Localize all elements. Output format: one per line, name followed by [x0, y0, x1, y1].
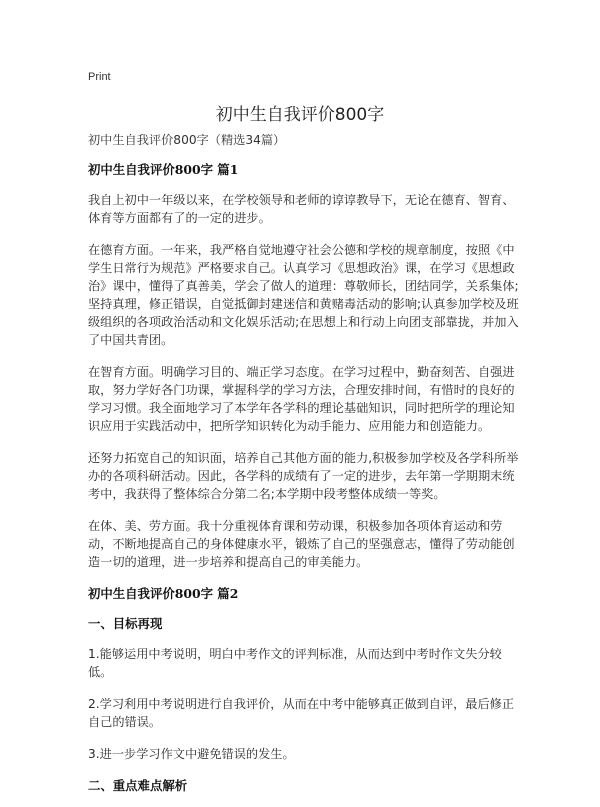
- list-item: 2.学习利用中考说明进行自我评价，从而在中考中能够真正做到自评，最后修正自己的错误。: [88, 697, 515, 729]
- section-heading-1: 初中生自我评价800字 篇1: [88, 162, 239, 177]
- sub-heading-key-points: 二、重点难点解析: [88, 778, 188, 793]
- list-item: 1.能够运用中考说明，明白中考作文的评判标准，从而达到中考时作文失分较低。: [88, 647, 502, 679]
- paragraph: 我自上初中一年级以来，在学校领导和老师的谆谆教导下，无论在德育、智育、体育等方面都有了的一定的进步。: [88, 193, 515, 225]
- paragraph: 在体、美、劳方面。我十分重视体育课和劳动课，积极参加各项体育运动和劳动，不断地提高自己的身体健康水平，锻炼了自己的坚强意志，懂得了劳动能创造一切的道理，进一步培养和提高自己的审美能力。: [88, 519, 515, 569]
- list-item: 3.进一步学习作文中避免错误的发生。: [88, 747, 295, 761]
- paragraph: 还努力拓宽自己的知识面，培养自己其他方面的能力,积极参加学校及各学科所举办的各项科研活动。因此，各学科的成绩有了一定的进步，去年第一学期期末统考中，我获得了整体综合分第二名;本学期中段考整体成绩一等奖。: [88, 451, 519, 501]
- page-title: 初中生自我评价800字: [215, 105, 385, 125]
- paragraph: 在德育方面。一年来，我严格自觉地遵守社会公德和学校的规章制度，按照《中学生日常行为规范》严格要求自己。认真学习《思想政治》课，在学习《思想政治》课中，懂得了真善美，学会了做人的道理：尊敬师长，团结同学，关系集体;坚持真理，修正错误，自觉抵御封建迷信和黄赌毒活动的影响;认真参加学校及班级组织的各项政治活动和文化娱乐活动;在思想上和行动上向团支部靠拢，并加入了中国共青团。: [88, 243, 519, 347]
- section-heading-2: 初中生自我评价800字 篇2: [88, 586, 239, 601]
- document-body: [88, 131, 520, 807]
- document-subtitle: 初中生自我评价800字（精选34篇）: [88, 133, 286, 147]
- print-link[interactable]: Print: [88, 71, 111, 83]
- sub-heading-goals: 一、目标再现: [88, 616, 163, 631]
- paragraph: 在智育方面。明确学习目的、端正学习态度。在学习过程中，勤奋刻苦、自强进取，努力学好各门功课，掌握科学的学习方法，合理安排时间，有惜时的良好的学习习惯。我全面地学习了本学年各学科的理论基础知识，同时把所学的理论知识应用于实践活动中，把所学知识转化为动手能力、应用能力和创造能力。: [88, 365, 515, 433]
